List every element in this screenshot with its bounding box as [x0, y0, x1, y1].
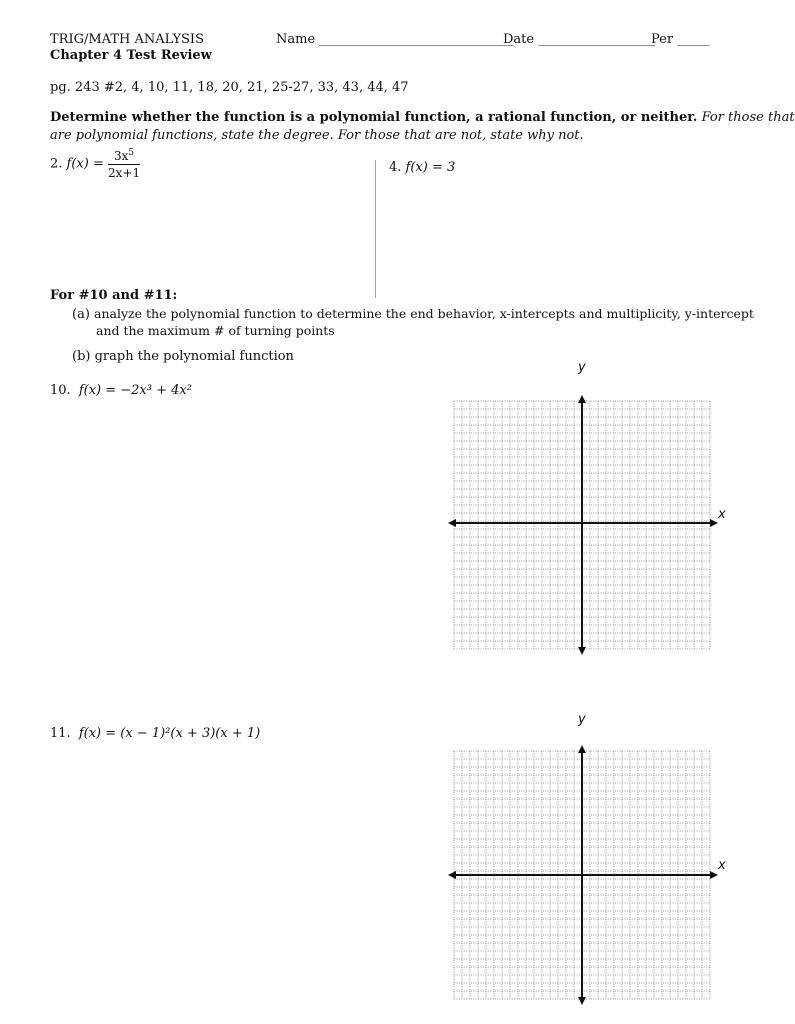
- problem-4-expr: f(x) = 3: [405, 160, 456, 175]
- section-heading: For #10 and #11:: [50, 288, 178, 303]
- numerator-base: 3x: [113, 149, 129, 163]
- problem-4-number: 4.: [389, 160, 402, 175]
- instructions-line-2: are polynomial functions, state the degree. For those that are not, state why not.: [50, 128, 584, 143]
- problem-4: [389, 160, 455, 175]
- problem-2-denominator: 2x+1: [108, 166, 141, 180]
- x-axis-arrow-right: [710, 871, 718, 879]
- period-field: Per _____: [651, 32, 710, 47]
- y-axis-arrow-up: [578, 395, 586, 403]
- instructions-italic-1: For those that: [701, 110, 795, 125]
- graph-1-x-label: x: [718, 507, 726, 522]
- chapter-title: Chapter 4 Test Review: [50, 48, 212, 63]
- problem-11-expr: f(x) = (x − 1)²(x + 3)(x + 1): [78, 726, 261, 741]
- problem-2: [50, 148, 140, 180]
- part-a-line-2: and the maximum # of turning points: [96, 323, 335, 338]
- graph-2-y-label: y: [578, 712, 586, 727]
- problem-10: [50, 383, 192, 398]
- y-axis-arrow-down: [578, 997, 586, 1005]
- part-a: [72, 306, 754, 322]
- graph-1: [448, 395, 716, 653]
- part-a-line-1: analyze the polynomial function to determine the end behavior, x-intercepts and multiplicity, y-intercept: [94, 306, 754, 321]
- x-axis-arrow-left: [448, 519, 456, 527]
- part-a-label: (a): [72, 307, 90, 322]
- numerator-exponent: 5: [128, 148, 135, 158]
- part-b: (b) graph the polynomial function: [72, 349, 294, 364]
- name-field: Name ______________________________: [276, 32, 515, 47]
- column-divider: [375, 160, 376, 298]
- problem-11-number: 11.: [50, 726, 71, 741]
- problem-2-number: 2.: [50, 156, 63, 172]
- graph-2: [448, 745, 716, 1005]
- problem-11: [50, 726, 260, 741]
- problem-2-lhs: f(x) =: [66, 156, 104, 172]
- problem-10-expr: f(x) = −2x³ + 4x²: [78, 383, 192, 398]
- problem-2-numerator: [108, 148, 140, 165]
- problem-2-fraction: [108, 148, 140, 180]
- x-axis-arrow-left: [448, 871, 456, 879]
- instructions-line-1: [50, 110, 795, 125]
- graph-2-x-label: x: [718, 858, 726, 873]
- date-field: Date __________________: [503, 32, 656, 47]
- assignment-line: pg. 243 #2, 4, 10, 11, 18, 20, 21, 25-27, 33, 43, 44, 47: [50, 80, 409, 95]
- instructions-bold: Determine whether the function is a polynomial function, a rational function, or neither.: [50, 110, 698, 125]
- y-axis-arrow-down: [578, 647, 586, 655]
- problem-10-number: 10.: [50, 383, 71, 398]
- x-axis-arrow-right: [710, 519, 718, 527]
- course-title: TRIG/MATH ANALYSIS: [50, 32, 204, 47]
- y-axis-arrow-up: [578, 745, 586, 753]
- graph-1-y-label: y: [578, 360, 586, 375]
